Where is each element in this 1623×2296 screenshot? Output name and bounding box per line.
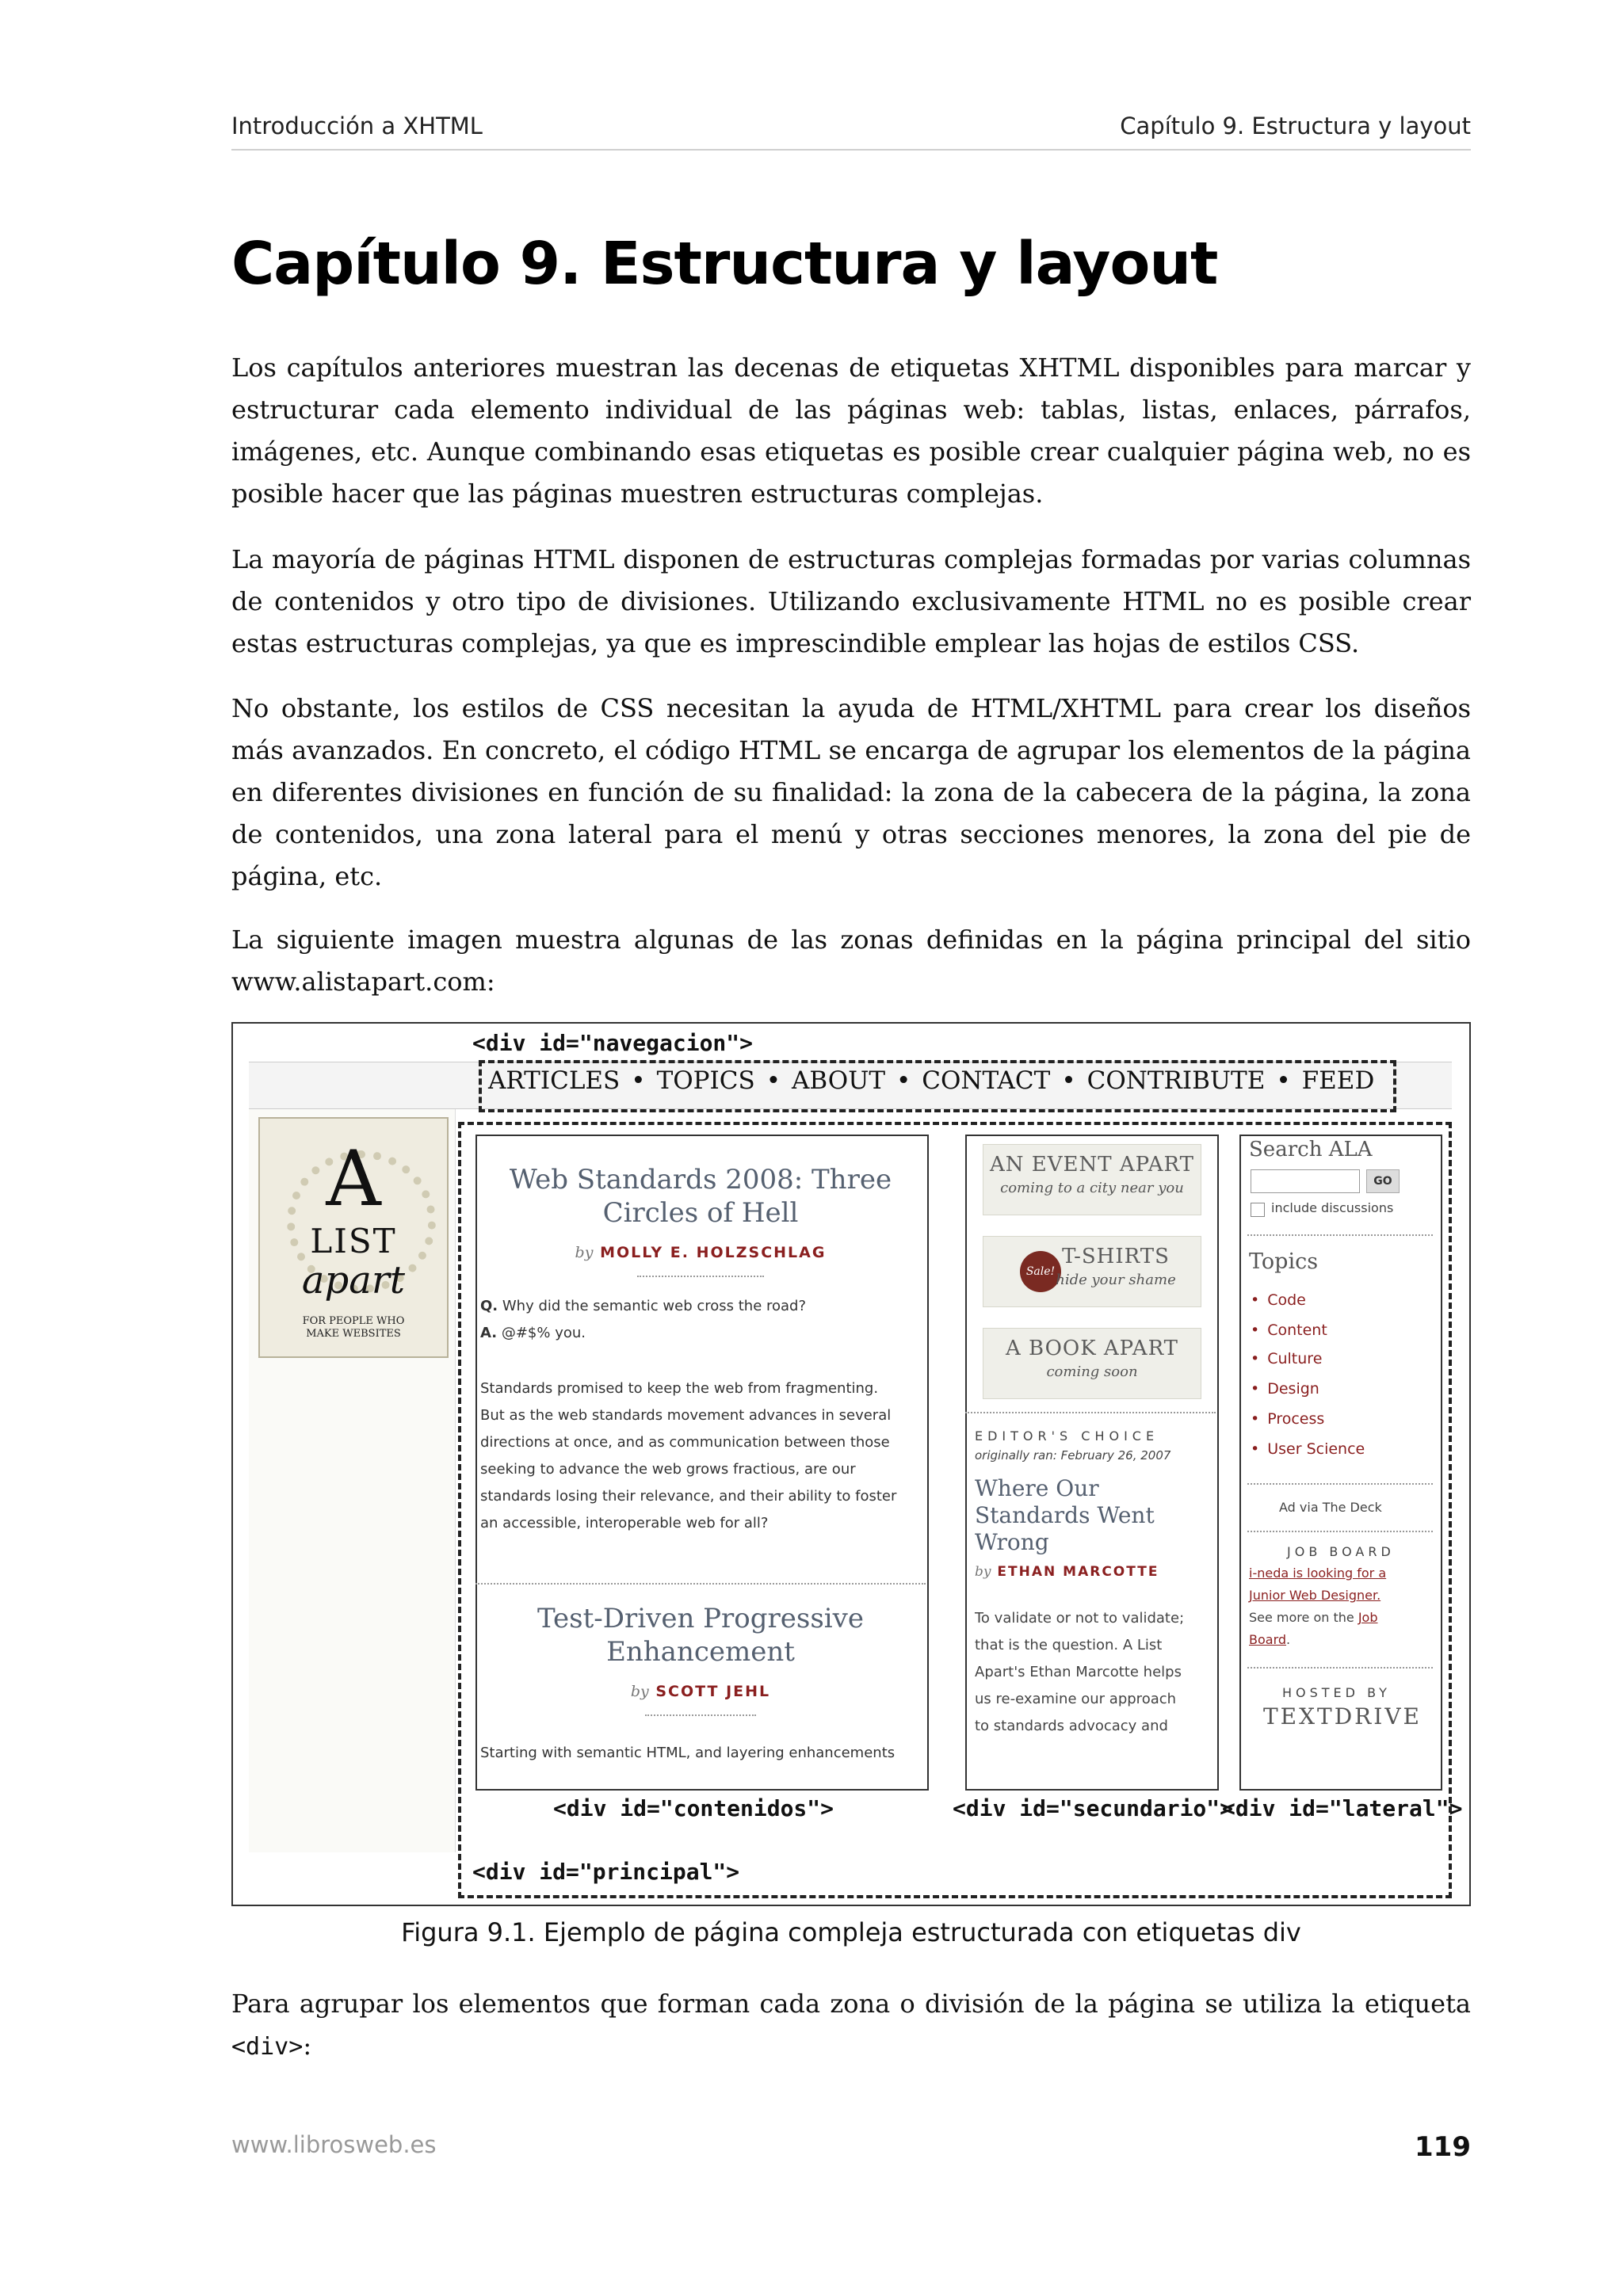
job-link-line[interactable]: i-neda is looking for a xyxy=(1249,1566,1387,1581)
site-nav-items xyxy=(488,1066,1374,1095)
lateral-divider xyxy=(1247,1483,1433,1485)
running-header xyxy=(231,109,1471,151)
article-divider xyxy=(475,1583,926,1585)
label-lateral: <div id="lateral"> xyxy=(1222,1795,1463,1821)
hosted-by-label: HOSTED BY xyxy=(1282,1685,1391,1700)
nav-feed: FEED xyxy=(1301,1066,1375,1095)
paragraph-2: La mayoría de páginas HTML disponen de estructuras complejas formadas por varias columnas de contenidos y otro tipo de divisiones. Utilizando exclusivamente HTML no es posible crear estas estructuras complejas, ya que es imprescindible emplear las hojas de estilos CSS. xyxy=(231,544,1471,658)
logo-tagline-line-1: FOR PEOPLE WHO xyxy=(302,1315,405,1327)
nav-separator: • xyxy=(631,1066,646,1095)
promo-tshirts-sub: hide your shame xyxy=(1056,1272,1176,1288)
article-1-body-line: standards losing their relevance, and their ability to foster xyxy=(480,1488,897,1505)
byline-by: by xyxy=(630,1683,649,1700)
editors-choice-date: originally ran: February 26, 2007 xyxy=(975,1448,1171,1463)
job-board-period: . xyxy=(1286,1632,1291,1647)
ala-logo xyxy=(258,1117,449,1358)
article-1-question xyxy=(480,1293,806,1320)
job-link-line[interactable]: Junior Web Designer. xyxy=(1249,1588,1381,1603)
logo-apart: apart xyxy=(301,1258,406,1302)
logo-tagline-line-2: MAKE WEBSITES xyxy=(306,1328,401,1340)
article-2-byline xyxy=(479,1683,922,1700)
article-2-title xyxy=(479,1602,922,1669)
article-1-body xyxy=(480,1375,896,1537)
sale-badge-icon: Sale! xyxy=(1020,1251,1061,1292)
paragraph-3: No obstante, los estilos de CSS necesitan la ayuda de HTML/XHTML para crear los diseños más avanzados. En concreto, el código HTML se encarga de agrupar los elementos de la página en diferentes divisiones en función de su finalidad: la zona de la cabecera de la página, la zona de contenidos, una zona lateral para el menú y otras secciones menores, la zona del pie de página, etc. xyxy=(231,693,1471,891)
article-1-body-line: But as the web standards movement advances in several xyxy=(480,1407,892,1424)
logo-letter-a: A xyxy=(326,1135,381,1223)
topic-process[interactable]: • Process xyxy=(1251,1410,1324,1428)
article-1-title-line-2: Circles of Hell xyxy=(602,1197,799,1229)
lateral-divider xyxy=(1247,1234,1433,1236)
nav-separator: • xyxy=(766,1066,781,1095)
search-go-button[interactable]: GO xyxy=(1366,1169,1400,1193)
topic-content[interactable]: • Content xyxy=(1251,1322,1327,1339)
nav-contribute: CONTRIBUTE xyxy=(1086,1066,1266,1095)
header-book-title: Introducción a XHTML xyxy=(231,113,483,139)
a-label: A. xyxy=(480,1325,498,1341)
lateral-divider xyxy=(1247,1531,1433,1532)
editors-choice-body-line: that is the question. A List xyxy=(975,1637,1163,1653)
article-2-title-line-2: Enhancement xyxy=(606,1636,795,1668)
div-tag-code: <div> xyxy=(231,2033,304,2061)
job-board-more xyxy=(1249,1607,1386,1629)
paragraph-5-text: Para agrupar los elementos que forman cada zona o división de la página se utiliza la etiqueta xyxy=(231,1989,1471,2019)
topic-design[interactable]: • Design xyxy=(1251,1380,1319,1398)
article-1-author: MOLLY E. HOLZSCHLAG xyxy=(600,1244,827,1261)
editors-choice-author: ETHAN MARCOTTE xyxy=(997,1564,1159,1580)
article-1-body-line: Standards promised to keep the web from fragmenting. xyxy=(480,1380,879,1397)
nav-separator: • xyxy=(896,1066,911,1095)
paragraph-5-suffix: : xyxy=(303,2031,312,2061)
article-2-body: Starting with semantic HTML, and layering enhancements xyxy=(480,1745,896,1761)
page-number: 119 xyxy=(1415,2131,1471,2163)
topic-user-science[interactable]: • User Science xyxy=(1251,1440,1365,1458)
logo-tagline xyxy=(260,1315,447,1341)
ad-label: Ad via The Deck xyxy=(1279,1500,1382,1515)
job-board-more-end xyxy=(1249,1629,1386,1651)
promo-event-apart xyxy=(983,1144,1201,1215)
figure-layout-example xyxy=(231,1022,1471,1906)
lateral-divider xyxy=(1247,1667,1433,1669)
article-1-byline xyxy=(479,1244,922,1261)
nav-contact: CONTACT xyxy=(922,1066,1051,1095)
search-label: Search ALA xyxy=(1249,1138,1373,1161)
editors-choice-title xyxy=(975,1475,1205,1556)
job-board-text xyxy=(1249,1562,1386,1651)
promo-book-apart xyxy=(983,1328,1201,1399)
label-contenidos: <div id="contenidos"> xyxy=(553,1795,834,1821)
q-label: Q. xyxy=(480,1298,498,1314)
nav-articles: ARTICLES xyxy=(488,1066,621,1095)
job-board-more-text: See more on the xyxy=(1249,1610,1354,1625)
promo-book-title: A BOOK APART xyxy=(1005,1337,1179,1360)
article-1-title-line-1: Web Standards 2008: Three xyxy=(509,1164,892,1196)
byline-by: by xyxy=(975,1564,991,1580)
topic-code[interactable]: • Code xyxy=(1251,1291,1306,1309)
editors-choice-body-line: us re-examine our approach xyxy=(975,1691,1177,1707)
paragraph-5 xyxy=(231,1983,1471,2068)
job-board-link[interactable]: Board xyxy=(1249,1632,1287,1647)
article-1-answer xyxy=(480,1320,806,1347)
article-1-title xyxy=(479,1163,922,1230)
article-2-rule xyxy=(645,1714,756,1716)
figure-caption: Figura 9.1. Ejemplo de página compleja estructurada con etiquetas div xyxy=(401,1917,1301,1947)
search-input[interactable] xyxy=(1251,1169,1360,1193)
host-name: TEXTDRIVE xyxy=(1263,1703,1422,1730)
editors-choice-body-line: to standards advocacy and xyxy=(975,1718,1168,1734)
promo-tshirts-title: T-SHIRTS xyxy=(1062,1245,1170,1268)
article-1-rule xyxy=(637,1276,764,1277)
a-text: @#$% you. xyxy=(501,1325,586,1341)
logo-list: LIST xyxy=(310,1222,397,1261)
article-2-title-line-1: Test-Driven Progressive xyxy=(537,1603,865,1634)
editors-choice-title-line: Where Our xyxy=(975,1475,1099,1501)
editors-choice-body xyxy=(975,1605,1184,1740)
topics-heading: Topics xyxy=(1249,1249,1319,1274)
editors-choice-title-line: Standards Went xyxy=(975,1502,1155,1528)
promo-tshirts xyxy=(983,1236,1201,1307)
promo-event-sub: coming to a city near you xyxy=(1000,1180,1184,1196)
editors-choice-body-line: To validate or not to validate; xyxy=(975,1610,1185,1627)
promo-event-title: AN EVENT APART xyxy=(989,1153,1194,1177)
editors-choice-title-line: Wrong xyxy=(975,1529,1049,1555)
nav-topics: TOPICS xyxy=(656,1066,755,1095)
header-chapter-title: Capítulo 9. Estructura y layout xyxy=(1120,113,1471,139)
article-1-body-line: an accessible, interoperable web for all? xyxy=(480,1515,769,1531)
editors-choice-heading: EDITOR'S CHOICE xyxy=(975,1428,1159,1444)
article-1-body-line: seeking to advance the web grows fractious, are our xyxy=(480,1461,856,1478)
label-secundario: <div id="secundario"> xyxy=(953,1795,1234,1821)
editors-choice-body-line: Apart's Ethan Marcotte helps xyxy=(975,1664,1182,1680)
footer-site: www.librosweb.es xyxy=(231,2131,437,2158)
topic-culture[interactable]: • Culture xyxy=(1251,1350,1322,1367)
nav-separator: • xyxy=(1061,1066,1076,1095)
chapter-title: Capítulo 9. Estructura y layout xyxy=(231,230,1218,298)
job-board-link[interactable]: Job xyxy=(1358,1610,1378,1625)
paragraph-1: Los capítulos anteriores muestran las decenas de etiquetas XHTML disponibles para marcar y estructurar cada elemento individual de las páginas web: tablas, listas, enlaces, párrafos, imágenes, etc. Aunque combinando esas etiquetas es posible crear cualquier página web, no es posible hacer que las páginas muestren estructuras complejas. xyxy=(231,353,1471,509)
include-discussions-checkbox[interactable] xyxy=(1251,1203,1265,1217)
label-principal: <div id="principal"> xyxy=(472,1859,740,1885)
label-navegacion: <div id="navegacion"> xyxy=(472,1030,754,1056)
job-board-heading: JOB BOARD xyxy=(1287,1544,1395,1559)
paragraph-4: La siguiente imagen muestra algunas de las zonas definidas en la página principal del sitio www.alistapart.com: xyxy=(231,925,1471,997)
nav-separator: • xyxy=(1276,1066,1291,1095)
nav-about: ABOUT xyxy=(792,1066,885,1095)
q-text: Why did the semantic web cross the road? xyxy=(502,1298,807,1314)
article-2-author: SCOTT JEHL xyxy=(655,1683,771,1700)
byline-by: by xyxy=(575,1244,594,1261)
editors-choice-byline xyxy=(975,1564,1159,1580)
promo-book-sub: coming soon xyxy=(1046,1363,1138,1380)
article-1-body-line: directions at once, and as communication between those xyxy=(480,1434,890,1451)
secundario-divider xyxy=(965,1412,1216,1413)
include-discussions-label: include discussions xyxy=(1271,1200,1394,1215)
article-1-qa xyxy=(480,1293,806,1347)
